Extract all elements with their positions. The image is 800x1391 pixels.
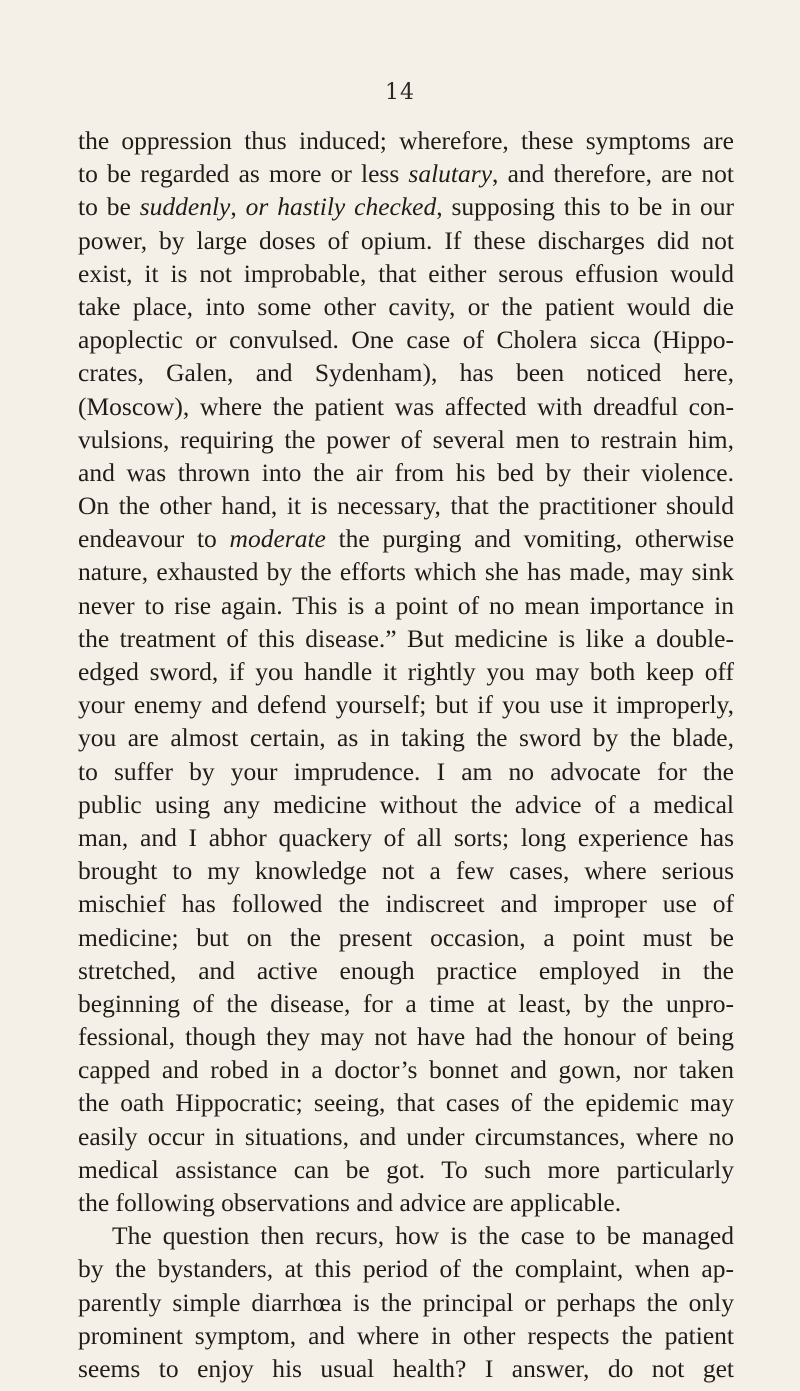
text-line: parently simple diarrhœa is the principal or perhaps the only [78, 1287, 734, 1317]
text-line: edged sword, if you handle it rightly you may both keep off [78, 657, 734, 686]
text-line: your enemy and defend yourself; but if you use it improperly, [78, 690, 734, 720]
text-line: The question then recurs, how is the case to be managed [112, 1221, 734, 1251]
text-line: On the other hand, it is necessary, that the practitioner should [78, 491, 734, 521]
text-line: medical assistance can be got. To such more particularly [78, 1154, 734, 1184]
text-line: beginning of the disease, for a time at least, by the unpro- [78, 988, 734, 1018]
text-line: to suffer by your imprudence. I am no advocate for the [78, 756, 734, 786]
text-line: to be suddenly, or hastily checked, supposing this to be in our [78, 192, 734, 222]
text-line: the oath Hippocratic; seeing, that cases of the epidemic may [78, 1088, 734, 1118]
text-line: crates, Galen, and Sydenham), has been noticed here, [78, 358, 734, 388]
text-line: never to rise again. This is a point of no mean importance in [78, 590, 734, 620]
page-number: 14 [385, 80, 415, 105]
text-line: apoplectic or convulsed. One case of Cholera sicca (Hippo- [78, 325, 734, 355]
text-line: seems to enjoy his usual health? I answer, do not get [78, 1353, 734, 1383]
text-line: nature, exhausted by the efforts which she has made, may sink [78, 557, 734, 587]
text-line: vulsions, requiring the power of several men to restrain him, [78, 424, 734, 454]
text-line: (Moscow), where the patient was affected with dreadful con- [78, 391, 734, 421]
text-line: the oppression thus induced; wherefore, these symptoms are [78, 126, 734, 155]
text-line: the following observations and advice are applicable. [78, 1188, 622, 1217]
text-line: capped and robed in a doctor’s bonnet and gown, nor taken [78, 1055, 734, 1085]
text-line: stretched, and active enough practice employed in the [78, 955, 734, 985]
text-line: and was thrown into the air from his bed by their violence. [78, 457, 734, 487]
body-text [78, 124, 734, 1385]
text-line: easily occur in situations, and under circumstances, where no [78, 1121, 734, 1151]
text-line: public using any medicine without the advice of a medical [78, 789, 734, 819]
text-line: prominent symptom, and where in other respects the patient [78, 1320, 734, 1350]
text-line: the treatment of this disease.” But medicine is like a double- [78, 623, 734, 653]
text-line: mischief has followed the indiscreet and improper use of [78, 889, 734, 919]
text-line: fessional, though they may not have had the honour of being [78, 1022, 734, 1052]
text-line: man, and I abhor quackery of all sorts; long experience has [78, 822, 734, 852]
text-line: exist, it is not improbable, that either serous effusion would [78, 258, 734, 288]
text-line: by the bystanders, at this period of the complaint, when ap- [78, 1254, 734, 1284]
text-line: take place, into some other cavity, or the patient would die [78, 291, 734, 321]
text-line: power, by large doses of opium. If these discharges did not [78, 225, 734, 255]
text-line: endeavour to moderate the purging and vomiting, otherwise [78, 524, 734, 554]
text-line: to be regarded as more or less salutary, and therefore, are not [78, 159, 734, 189]
text-line: you are almost certain, as in taking the sword by the blade, [78, 723, 734, 753]
text-line: medicine; but on the present occasion, a point must be [78, 922, 734, 952]
text-line: brought to my knowledge not a few cases, where serious [78, 856, 734, 886]
